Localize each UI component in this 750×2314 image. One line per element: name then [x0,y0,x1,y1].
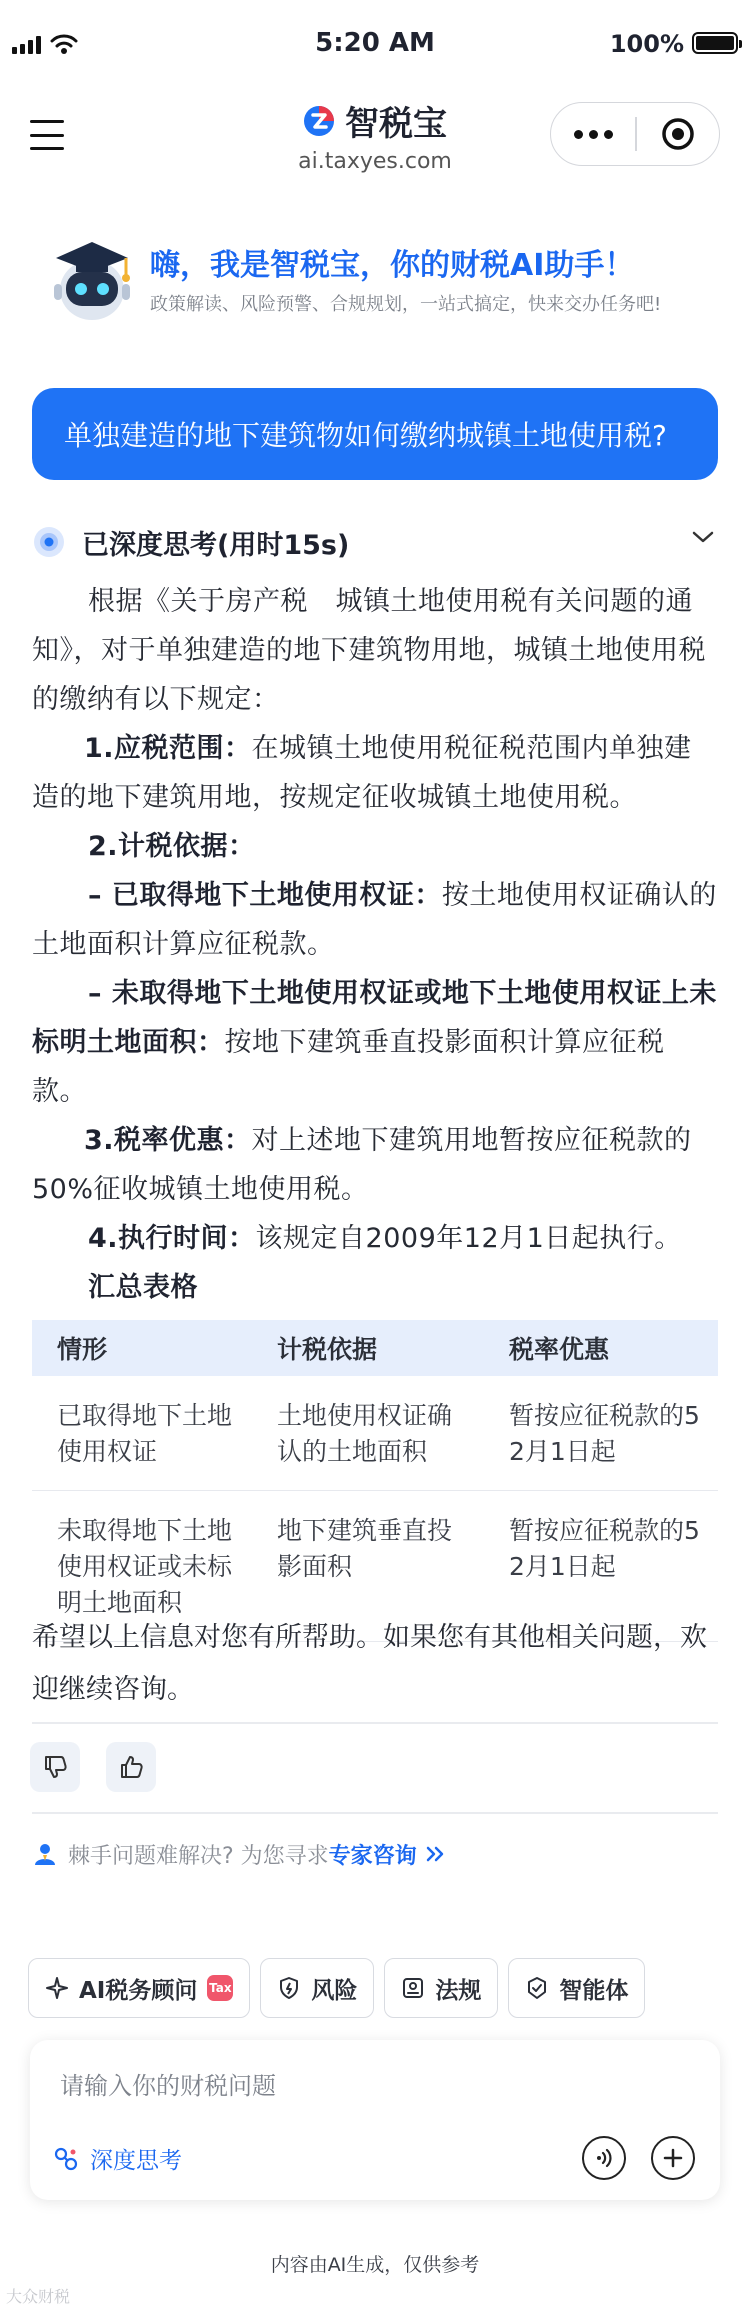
brand-logo-icon [303,105,335,137]
question-input[interactable] [60,2064,680,2108]
thumbs-up-button[interactable] [106,1742,156,1792]
law-book-icon [401,1976,425,2000]
chip-label: 风险 [311,1977,358,2004]
thumbs-down-icon [42,1754,68,1780]
expert-consult-row [32,1836,447,1872]
watermark: 大众财税 [6,2287,71,2306]
table-cell: 未取得地下土地使用权证或未标明土地面积 [57,1516,233,1617]
item-1-title: 1.应税范围： [84,733,252,764]
answer-closing: 希望以上信息对您有所帮助。如果您有其他相关问题，欢迎继续咨询。 [32,1622,707,1705]
status-bar [0,0,750,90]
user-question-bubble: 单独建造的地下建筑物如何缴纳城镇土地使用税? [32,388,718,480]
thumbs-up-icon [118,1754,144,1780]
table-cell: 土地使用权证确认的土地面积 [277,1401,453,1466]
chip-regulations[interactable] [384,1958,498,2018]
chip-ai-tax-advisor[interactable] [28,1958,250,2018]
thinking-label: 已深度思考(用时15s) [82,529,350,561]
chip-label: 法规 [435,1977,482,2004]
add-button[interactable] [651,2136,695,2180]
thumbs-down-button[interactable] [30,1742,80,1792]
answer-subitem-2 [32,969,718,1116]
answer-item-2 [32,822,718,871]
chip-label: 智能体 [559,1977,629,2004]
close-mini-program-button[interactable] [637,116,720,152]
item-4-text: 该规定自2009年12月1日起执行。 [255,1223,682,1254]
app-title: 智税宝 [345,104,447,144]
app-domain: ai.taxyes.com [298,149,452,174]
subitem-1-text: 按土地使用权证确认的土地面积计算应征税款。 [32,880,717,960]
voice-wave-icon [592,2146,616,2170]
chip-agent[interactable] [508,1958,645,2018]
answer-item-1 [32,724,718,822]
table-header-cell: 计税依据 [277,1335,378,1364]
item-3-text: 对上述地下建筑用地暂按应征税款的50%征收城镇土地使用税。 [32,1125,692,1205]
battery-icon [692,32,738,54]
voice-input-button[interactable] [582,2136,626,2180]
item-1-text: 在城镇土地使用税征税范围内单独建造的地下建筑用地，按规定征收城镇土地使用税。 [32,733,692,813]
sparkle-icon [45,1976,69,2000]
chip-risk[interactable] [260,1958,374,2018]
chevron-down-icon[interactable] [692,530,714,544]
item-4-title: 4.执行时间： [88,1223,256,1254]
table-cell: 已取得地下土地使用权证 [57,1401,233,1466]
thinking-wave-icon [32,525,66,559]
answer-item-4 [32,1214,718,1263]
table-header [32,1320,718,1376]
status-time: 5:20 AM [315,28,435,58]
answer-intro: 根据《关于房产税 城镇土地使用税有关问题的通知》，对于单独建造的地下建筑物用地，城镇土地使用税的缴纳有以下规定： [32,586,706,715]
item-2-title: 2.计税依据： [88,831,256,862]
agent-check-icon [525,1976,549,2000]
battery-percent: 100% [609,30,684,58]
tool-chips [28,1958,722,2020]
deep-thinking-toggle[interactable] [32,518,718,566]
chip-label: AI税务顾问 [79,1977,198,2004]
expert-consult-link[interactable]: 专家咨询 [328,1843,417,1869]
divider [32,1722,718,1724]
double-chevron-right-icon[interactable] [425,1845,447,1863]
mini-program-capsule [550,102,720,166]
summary-title: 汇总表格 [88,1272,198,1303]
expert-person-icon [32,1841,58,1867]
subitem-2-text: 按地下建筑垂直投影面积计算应征税款。 [32,1027,665,1107]
answer-body [32,577,718,1312]
more-options-button[interactable] [551,130,635,139]
app-header [0,90,750,200]
deep-think-icon [52,2145,80,2173]
input-panel [30,2040,720,2200]
target-close-icon [660,116,696,152]
answer-subitem-1 [32,871,718,969]
ai-disclaimer: 内容由AI生成，仅供参考 [270,2254,480,2276]
welcome-banner [48,232,708,332]
table-header-cell: 情形 [57,1335,108,1364]
feedback-buttons [30,1742,156,1792]
deep-thinking-button[interactable] [52,2142,182,2175]
answer-item-3 [32,1116,718,1214]
deep-thinking-label: 深度思考 [90,2148,182,2174]
table-cell: 暂按应征税款的52月1日起 [509,1401,700,1466]
tax-badge: Tax [207,1975,233,2001]
summary-table [32,1320,718,1642]
subitem-2-title: – 未取得地下土地使用权证或地下土地使用权证上未标明土地面积： [32,978,717,1058]
plus-icon [662,2147,684,2169]
table-header-cell: 税率优惠 [509,1335,610,1364]
table-row [32,1376,718,1491]
robot-mascot-icon [48,232,136,324]
expert-prompt: 棘手问题难解决? 为您寻求 [68,1843,329,1869]
welcome-title: 嗨，我是智税宝，你的财税AI助手！ [150,248,635,283]
shield-bolt-icon [277,1976,301,2000]
divider [32,1812,718,1814]
subitem-1-title: – 已取得地下土地使用权证： [88,880,442,911]
item-3-title: 3.税率优惠： [84,1125,252,1156]
table-cell: 地下建筑垂直投影面积 [277,1516,453,1581]
table-cell: 暂按应征税款的52月1日起 [509,1516,700,1581]
welcome-subtitle: 政策解读、风险预警、合规规划，一站式搞定，快来交办任务吧! [150,294,662,315]
